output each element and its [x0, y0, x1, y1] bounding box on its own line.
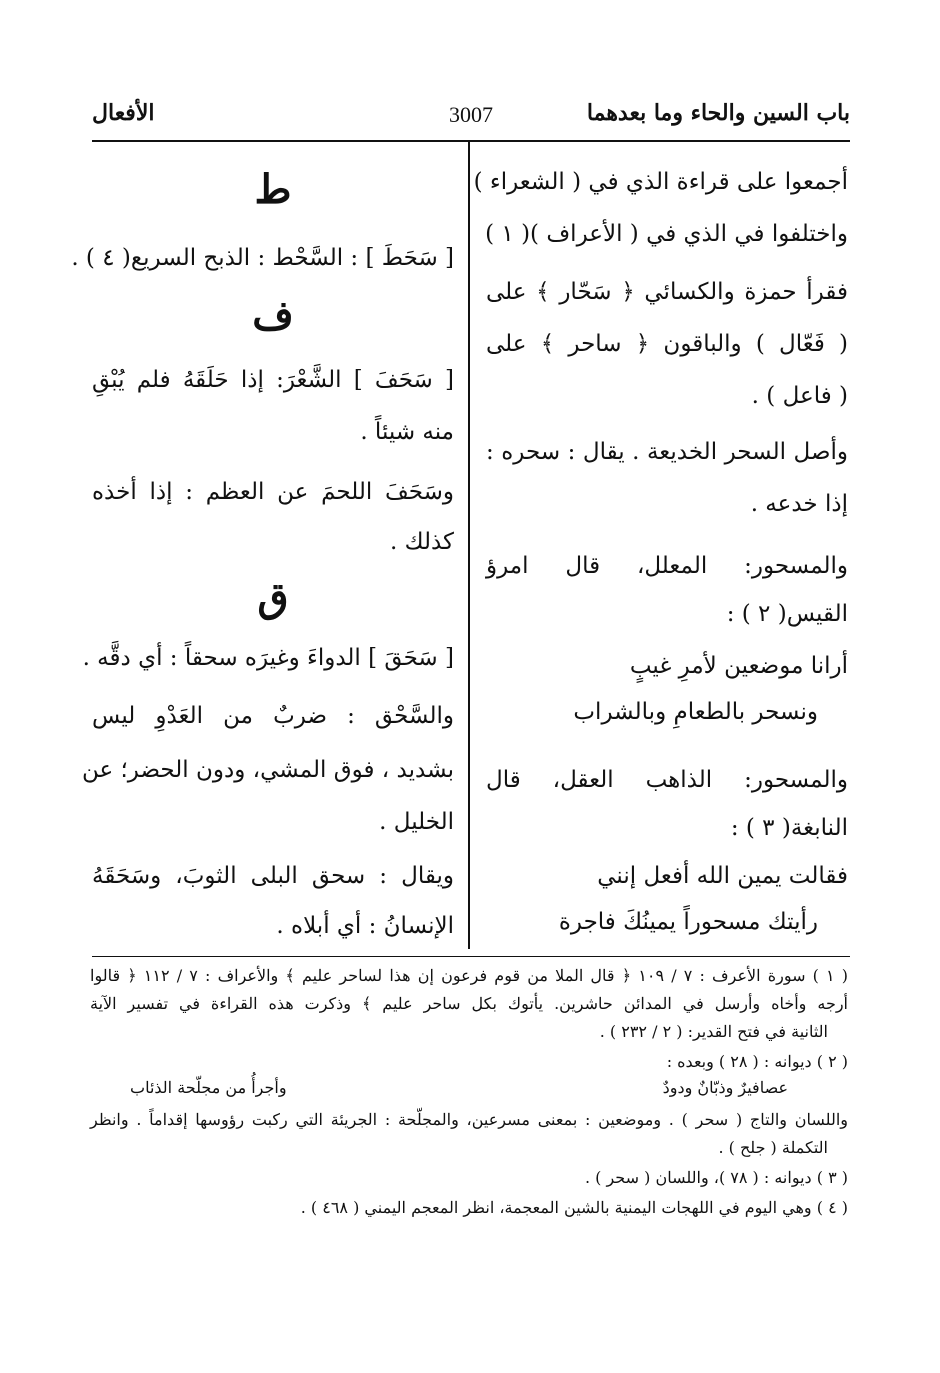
- entry-line: الإنسانُ : أي أبلاه .: [276, 913, 454, 939]
- footnote-line: ( ٣ ) ديوانه : ( ٧٨ )، واللسان ( سحر ) .: [584, 1168, 848, 1187]
- footnote-line: ( ٤ ) وهي اليوم في اللهجات اليمنية بالشين المعجمة، انظر المعجم اليمني ( ٤٦٨ ) .: [300, 1198, 848, 1217]
- text-line: وأصل السحر الخديعة . يقال : سحره :: [486, 439, 848, 465]
- footnote-line: ( ١ ) سورة الأعرف : ٧ / ١٠٩ ﴿ قال الملا من قوم فرعون إن هذا لساحر عليم ﴾ والأعراف : ٧ / ١١٢ ﴿ قالوا: [90, 966, 849, 985]
- footnote-line: أرجه وأخاه وأرسل في المدائن حاشرين. يأتوك بكل ساحر عليم ﴾ وذكرت هذه القراءة في تفسير الآية: [90, 994, 848, 1013]
- footnote-rule: [92, 956, 850, 957]
- column-divider: [468, 142, 470, 949]
- entry-line: بشديد ، فوق المشي، ودون الحضر؛ عن: [81, 757, 454, 783]
- entry-line: والسَّحْق : ضربٌ من العَدْوِ ليس: [92, 703, 454, 729]
- entry-line: [ سَحَفَ ] الشَّعْرَ: إذا حَلَقَهُ فلم يُبْقِ: [92, 367, 454, 393]
- entry-line: [ سَحَقَ ] الدواءَ وغيرَه سحقاً : أي دقَّه .: [82, 645, 454, 671]
- letter-heading: ط: [254, 166, 292, 213]
- entry-line: ويقال : سحق البلى الثوبَ، وسَحَقَهُ: [92, 863, 454, 889]
- verse-line: فقالت يمين الله أفعل إنني: [597, 863, 848, 889]
- verse-half-right: عصافيرٌ وذبّانٌ ودودٌ: [662, 1078, 788, 1097]
- footnote-line: ( ٢ ) ديوانه : ( ٢٨ ) وبعده :: [666, 1052, 848, 1071]
- text-line: والمسحور: المعلل، قال امرؤ: [486, 553, 848, 579]
- entry-line: منه شيئاً .: [360, 419, 454, 445]
- page-number: 3007: [449, 102, 493, 127]
- text-line: أجمعوا على قراءة الذي في ( الشعراء ): [473, 169, 848, 195]
- verse-half-left: وأجرأُ من مجلّحة الذئاب: [130, 1078, 287, 1097]
- letter-heading: ق: [257, 574, 289, 621]
- text-line: إذا خدعه .: [750, 491, 848, 517]
- text-line: والمسحور: الذاهب العقل، قال: [486, 767, 848, 793]
- header-chapter-title: الأفعال: [92, 100, 155, 126]
- entry-line: كذلك .: [389, 529, 454, 555]
- text-line: ( فاعل ) .: [751, 383, 848, 409]
- footnote-line: التكملة ( جلح ) .: [718, 1138, 828, 1157]
- letter-heading: ف: [252, 292, 294, 339]
- verse-line: رأيتك مسحوراً يمينُكَ فاجرة: [558, 909, 818, 935]
- verse-line: ونسحر بالطعامِ وبالشراب: [573, 699, 818, 725]
- entry-line: [ سَحَطَ ] : السَّحْط : الذبح السريع( ٤ ) .: [71, 245, 454, 271]
- text-line: ( فَعّال ) والباقون ﴿ ساحر ﴾ على: [486, 331, 848, 357]
- footnote-verse: [90, 1076, 848, 1100]
- text-line: النابغة( ٣ ) :: [730, 815, 848, 841]
- footnote-line: الثانية في فتح القدير: ( ٢ / ٢٣٢ ) .: [599, 1022, 828, 1041]
- header-section-title: باب السين والحاء وما بعدهما: [586, 100, 850, 126]
- verse-line: أرانا موضعين لأمرِ غيبٍ: [629, 653, 848, 679]
- footnote-line: واللسان والتاج ( سحر ) . وموضعين : بمعنى مسرعين، والمجلّحة : الجريئة التي ركبت رؤوسها إقداماً . وانظر: [90, 1110, 848, 1129]
- text-line: القيس( ٢ ) :: [726, 601, 848, 627]
- entry-line: الخليل .: [379, 809, 454, 835]
- running-header: [92, 100, 850, 140]
- text-line: واختلفوا في الذي في ( الأعراف )( ١ ): [485, 221, 848, 247]
- entry-line: وسَحَفَ اللحمَ عن العظم : إذا أخذه: [92, 479, 454, 505]
- text-line: فقرأ حمزة والكسائي ﴿ سَحّار ﴾ على: [486, 279, 848, 305]
- header-rule: [92, 140, 850, 142]
